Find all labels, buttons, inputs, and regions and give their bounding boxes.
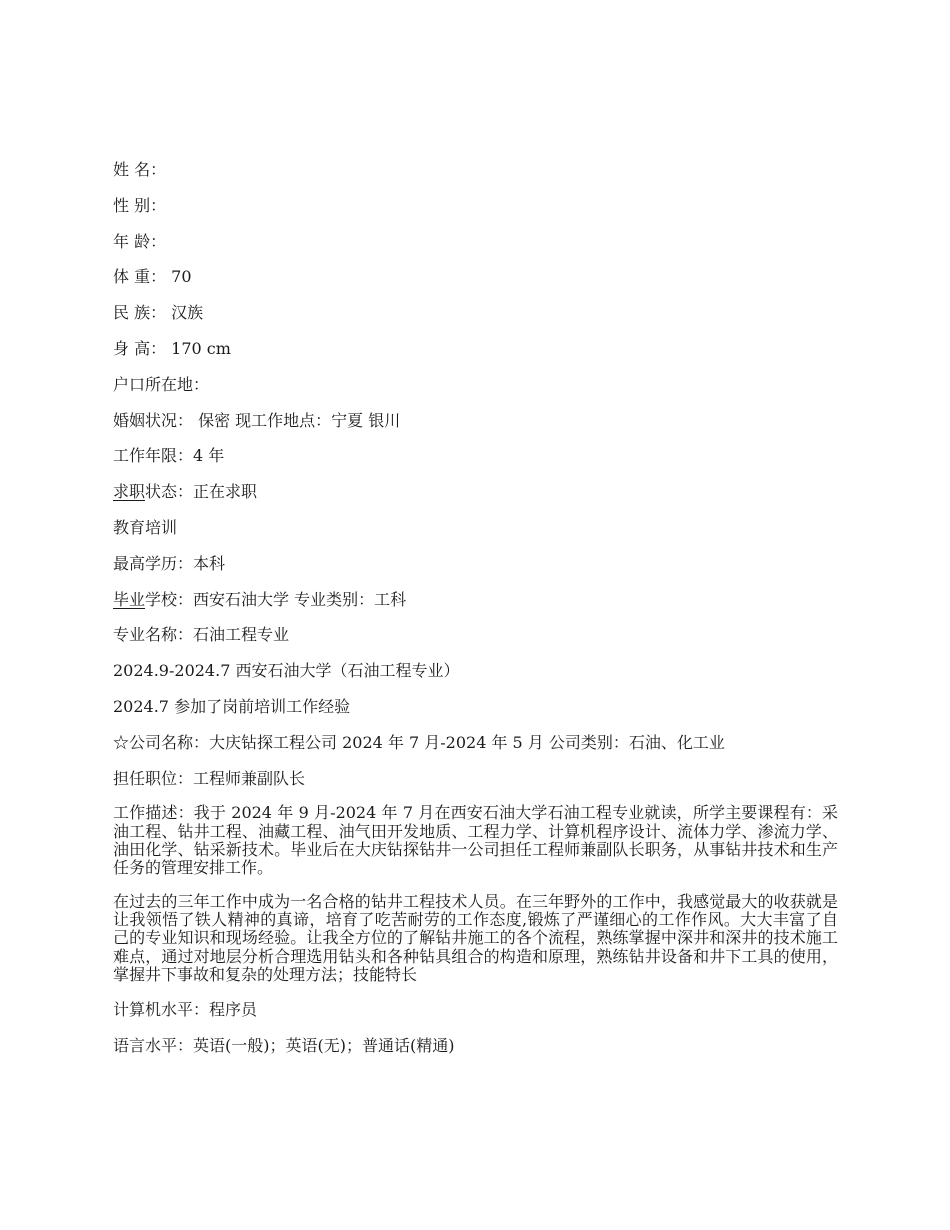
company-info-line: ☆公司名称：大庆钻探工程公司 2024 年 7 月-2024 年 5 月 公司类别：石油、化工业 bbox=[113, 732, 725, 752]
gender-label: 性 别： bbox=[113, 195, 167, 215]
height-line: 身 高： 170 cm bbox=[113, 338, 231, 358]
hukou-label: 户口所在地： bbox=[113, 374, 210, 394]
experience-summary-paragraph: 在过去的三年工作中成为一名合格的钻井工程技术人员。在三年野外的工作中，我感觉最大的收获就是让我领悟了铁人精神的真谛，培育了吃苦耐劳的工作态度,锻炼了严谨细心的工作作风。大大丰富了自己的专业知识和现场经验。让我全方位的了解钻井施工的各个流程，熟练掌握中深井和深井的技术施工难点，通过对地层分析合理选用钻头和各种钻具组合的构造和原理，熟练钻井设备和井下工具的使用，掌握井下事故和复杂的处理方法；技能特长 bbox=[113, 891, 838, 984]
computer-level-line: 计算机水平：程序员 bbox=[113, 999, 258, 1019]
ethnicity-line: 民 族： 汉族 bbox=[113, 303, 204, 323]
age-label: 年 龄： bbox=[113, 231, 167, 251]
graduate-school-line bbox=[113, 590, 838, 610]
work-years-line: 工作年限：4 年 bbox=[113, 446, 225, 466]
weight-line: 体 重： 70 bbox=[113, 267, 192, 287]
language-level-line: 语言水平：英语(一般)；英语(无)；普通话(精通) bbox=[113, 1035, 455, 1055]
position-line: 担任职位：工程师兼副队长 bbox=[113, 768, 306, 788]
graduate-link[interactable]: 毕业 bbox=[113, 589, 146, 609]
job-status-text: 状态：正在求职 bbox=[145, 482, 258, 502]
education-heading: 教育培训 bbox=[113, 517, 178, 537]
major-name-line: 专业名称：石油工程专业 bbox=[113, 625, 290, 645]
graduate-school-text: 学校：西安石油大学 专业类别：工科 bbox=[145, 589, 407, 609]
job-status-link[interactable]: 求职 bbox=[113, 482, 146, 502]
training-line: 2024.7 参加了岗前培训工作经验 bbox=[113, 696, 351, 716]
education-period-line: 2024.9-2024.7 西安石油大学（石油工程专业） bbox=[113, 661, 460, 681]
highest-degree-line: 最高学历：本科 bbox=[113, 553, 226, 573]
resume-document bbox=[113, 160, 838, 1071]
name-label: 姓 名： bbox=[113, 160, 167, 179]
marital-location-line: 婚姻状况： 保密 现工作地点：宁夏 银川 bbox=[113, 410, 401, 430]
job-status-line bbox=[113, 482, 838, 502]
job-description-paragraph: 工作描述：我于 2024 年 9 月-2024 年 7 月在西安石油大学石油工程专业就读，所学主要课程有：采油工程、钻井工程、油藏工程、油气田开发地质、工程力学、计算机程序设计、流体力学、渗流力学、油田化学、钻采新技术。毕业后在大庆钻探钻井一公司担任工程师兼副队长职务，从事钻井技术和生产任务的管理安排工作。 bbox=[113, 803, 838, 877]
